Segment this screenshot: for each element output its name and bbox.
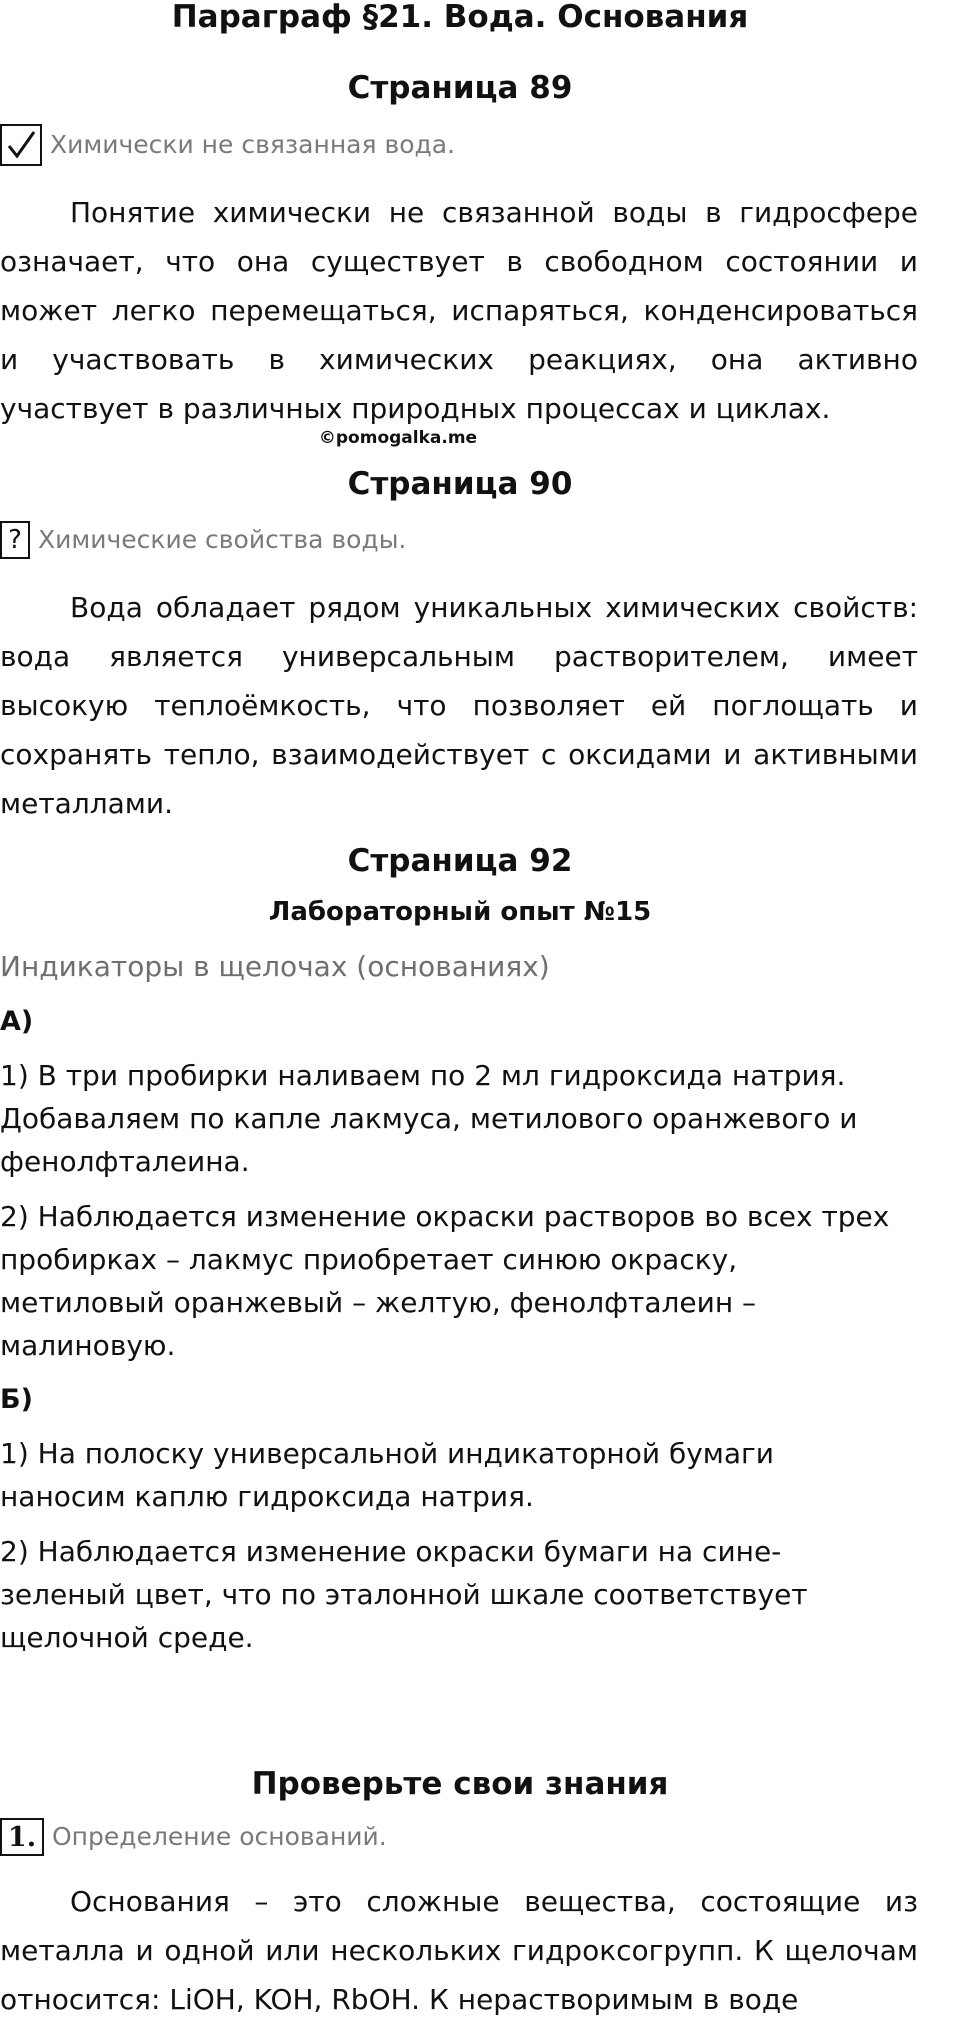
page-89-heading: Страница 89 [347,70,573,106]
part-b-label: Б) [0,1384,33,1415]
page-90-paragraph-text: Вода обладает рядом уникальных химических свойств: вода является универсальным растворителем, имеет высокую теплоёмкость, что позволяет ей поглощать и сохранять тепло, взаимодействует с оксидами и активными металлами. [0,591,918,820]
task-89 [0,124,455,166]
check-heading: Проверьте свои знания [251,1766,669,1802]
task-90 [0,519,406,561]
question-icon: ? [0,521,30,559]
page-90-heading: Страница 90 [347,466,573,502]
task-check-1 [0,1816,387,1858]
page-90-paragraph [0,583,918,828]
page-89-paragraph-text: Понятие химически не связанной воды в гидросфере означает, что она существует в свободном состоянии и может легко перемещаться, испаряться, конденсироваться и участвовать в химических реакциях, она активно участвует в различных природных процессах и циклах. [0,196,918,425]
part-b-item-2: 2) Наблюдается изменение окраски бумаги на сине-зеленый цвет, что по эталонной шкале соответствует щелочной среде. [0,1535,808,1654]
task-number-badge: 1. [0,1818,44,1856]
page-92-heading: Страница 92 [347,843,573,879]
lab-subtitle: Индикаторы в щелочах (основаниях) [0,950,550,983]
watermark: ©pomogalka.me [318,428,478,448]
task-90-label: Химические свойства воды. [38,525,407,554]
part-a-item-1: 1) В три пробирки наливаем по 2 мл гидроксида натрия. Добаваляем по капле лакмуса, метилового оранжевого и фенолфталеина. [0,1059,858,1178]
paragraph-title: Параграф §21. Вода. Основания [171,0,749,35]
check-paragraph-text: Основания – это сложные вещества, состоящие из металла и одной или нескольких гидроксогрупп. К щелочам относится: LiOH, KOH, RbOH. К нерастворимым в воде [0,1885,918,2016]
checkmark-icon [0,124,42,166]
part-b-item-1: 1) На полоску универсальной индикаторной бумаги наносим каплю гидроксида натрия. [0,1437,774,1513]
task-check-1-label: Определение оснований. [52,1822,387,1851]
task-89-label: Химически не связанная вода. [50,130,456,159]
lab-title: Лабораторный опыт №15 [268,897,652,927]
part-a-item-2: 2) Наблюдается изменение окраски растворов во всех трех пробирках – лакмус приобретает синюю окраску, метиловый оранжевый – желтую, фенолфталеин – малиновую. [0,1200,890,1362]
part-a-label: А) [0,1006,34,1037]
check-paragraph [0,1877,918,2024]
page-89-paragraph [0,188,918,433]
